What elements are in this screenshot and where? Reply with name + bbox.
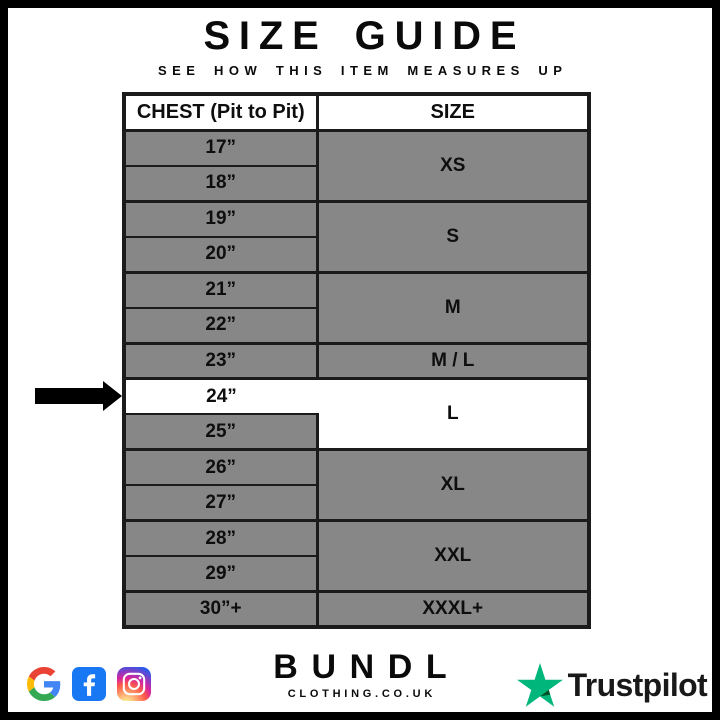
size-table-body — [124, 130, 589, 627]
column-header-size: SIZE — [317, 94, 589, 130]
arrow-head-icon — [103, 381, 122, 411]
table-row — [124, 130, 589, 166]
size-table — [122, 92, 591, 629]
size-cell: M / L — [317, 343, 589, 379]
size-cell: XXXL+ — [317, 592, 589, 628]
chest-cell: 20” — [124, 237, 317, 273]
size-cell: XXL — [317, 521, 589, 592]
table-row — [124, 272, 589, 308]
size-cell: S — [317, 201, 589, 272]
size-cell: XS — [317, 130, 589, 201]
brand-name: BUNDL — [273, 648, 461, 686]
table-row — [124, 592, 589, 628]
chest-cell: 30”+ — [124, 592, 317, 628]
row-indicator-arrow — [35, 381, 122, 411]
arrow-shaft — [35, 388, 104, 404]
chest-cell: 21” — [124, 272, 317, 308]
chest-cell: 26” — [124, 450, 317, 486]
column-header-chest: CHEST (Pit to Pit) — [124, 94, 317, 130]
chest-cell: 25” — [124, 414, 317, 450]
chest-cell: 24” — [124, 379, 317, 415]
table-row — [124, 521, 589, 557]
chest-cell: 23” — [124, 343, 317, 379]
page-subtitle: SEE HOW THIS ITEM MEASURES UP — [158, 63, 568, 78]
size-cell: L — [317, 379, 589, 450]
table-row — [124, 450, 589, 486]
chest-cell: 29” — [124, 556, 317, 592]
trustpilot-logo — [517, 663, 707, 707]
page-title: SIZE GUIDE — [203, 14, 526, 58]
chest-cell: 17” — [124, 130, 317, 166]
size-cell: M — [317, 272, 589, 343]
chest-cell: 19” — [124, 201, 317, 237]
chest-cell: 27” — [124, 485, 317, 521]
table-header-row — [124, 94, 589, 130]
chest-cell: 28” — [124, 521, 317, 557]
chest-cell: 22” — [124, 308, 317, 344]
chest-cell: 18” — [124, 166, 317, 202]
table-row — [124, 379, 589, 415]
table-row — [124, 201, 589, 237]
size-cell: XL — [317, 450, 589, 521]
trustpilot-wordmark: Trustpilot — [567, 666, 707, 703]
brand-domain: CLOTHING.CO.UK — [287, 688, 437, 700]
table-row — [124, 343, 589, 379]
trustpilot-star-icon — [517, 663, 563, 707]
